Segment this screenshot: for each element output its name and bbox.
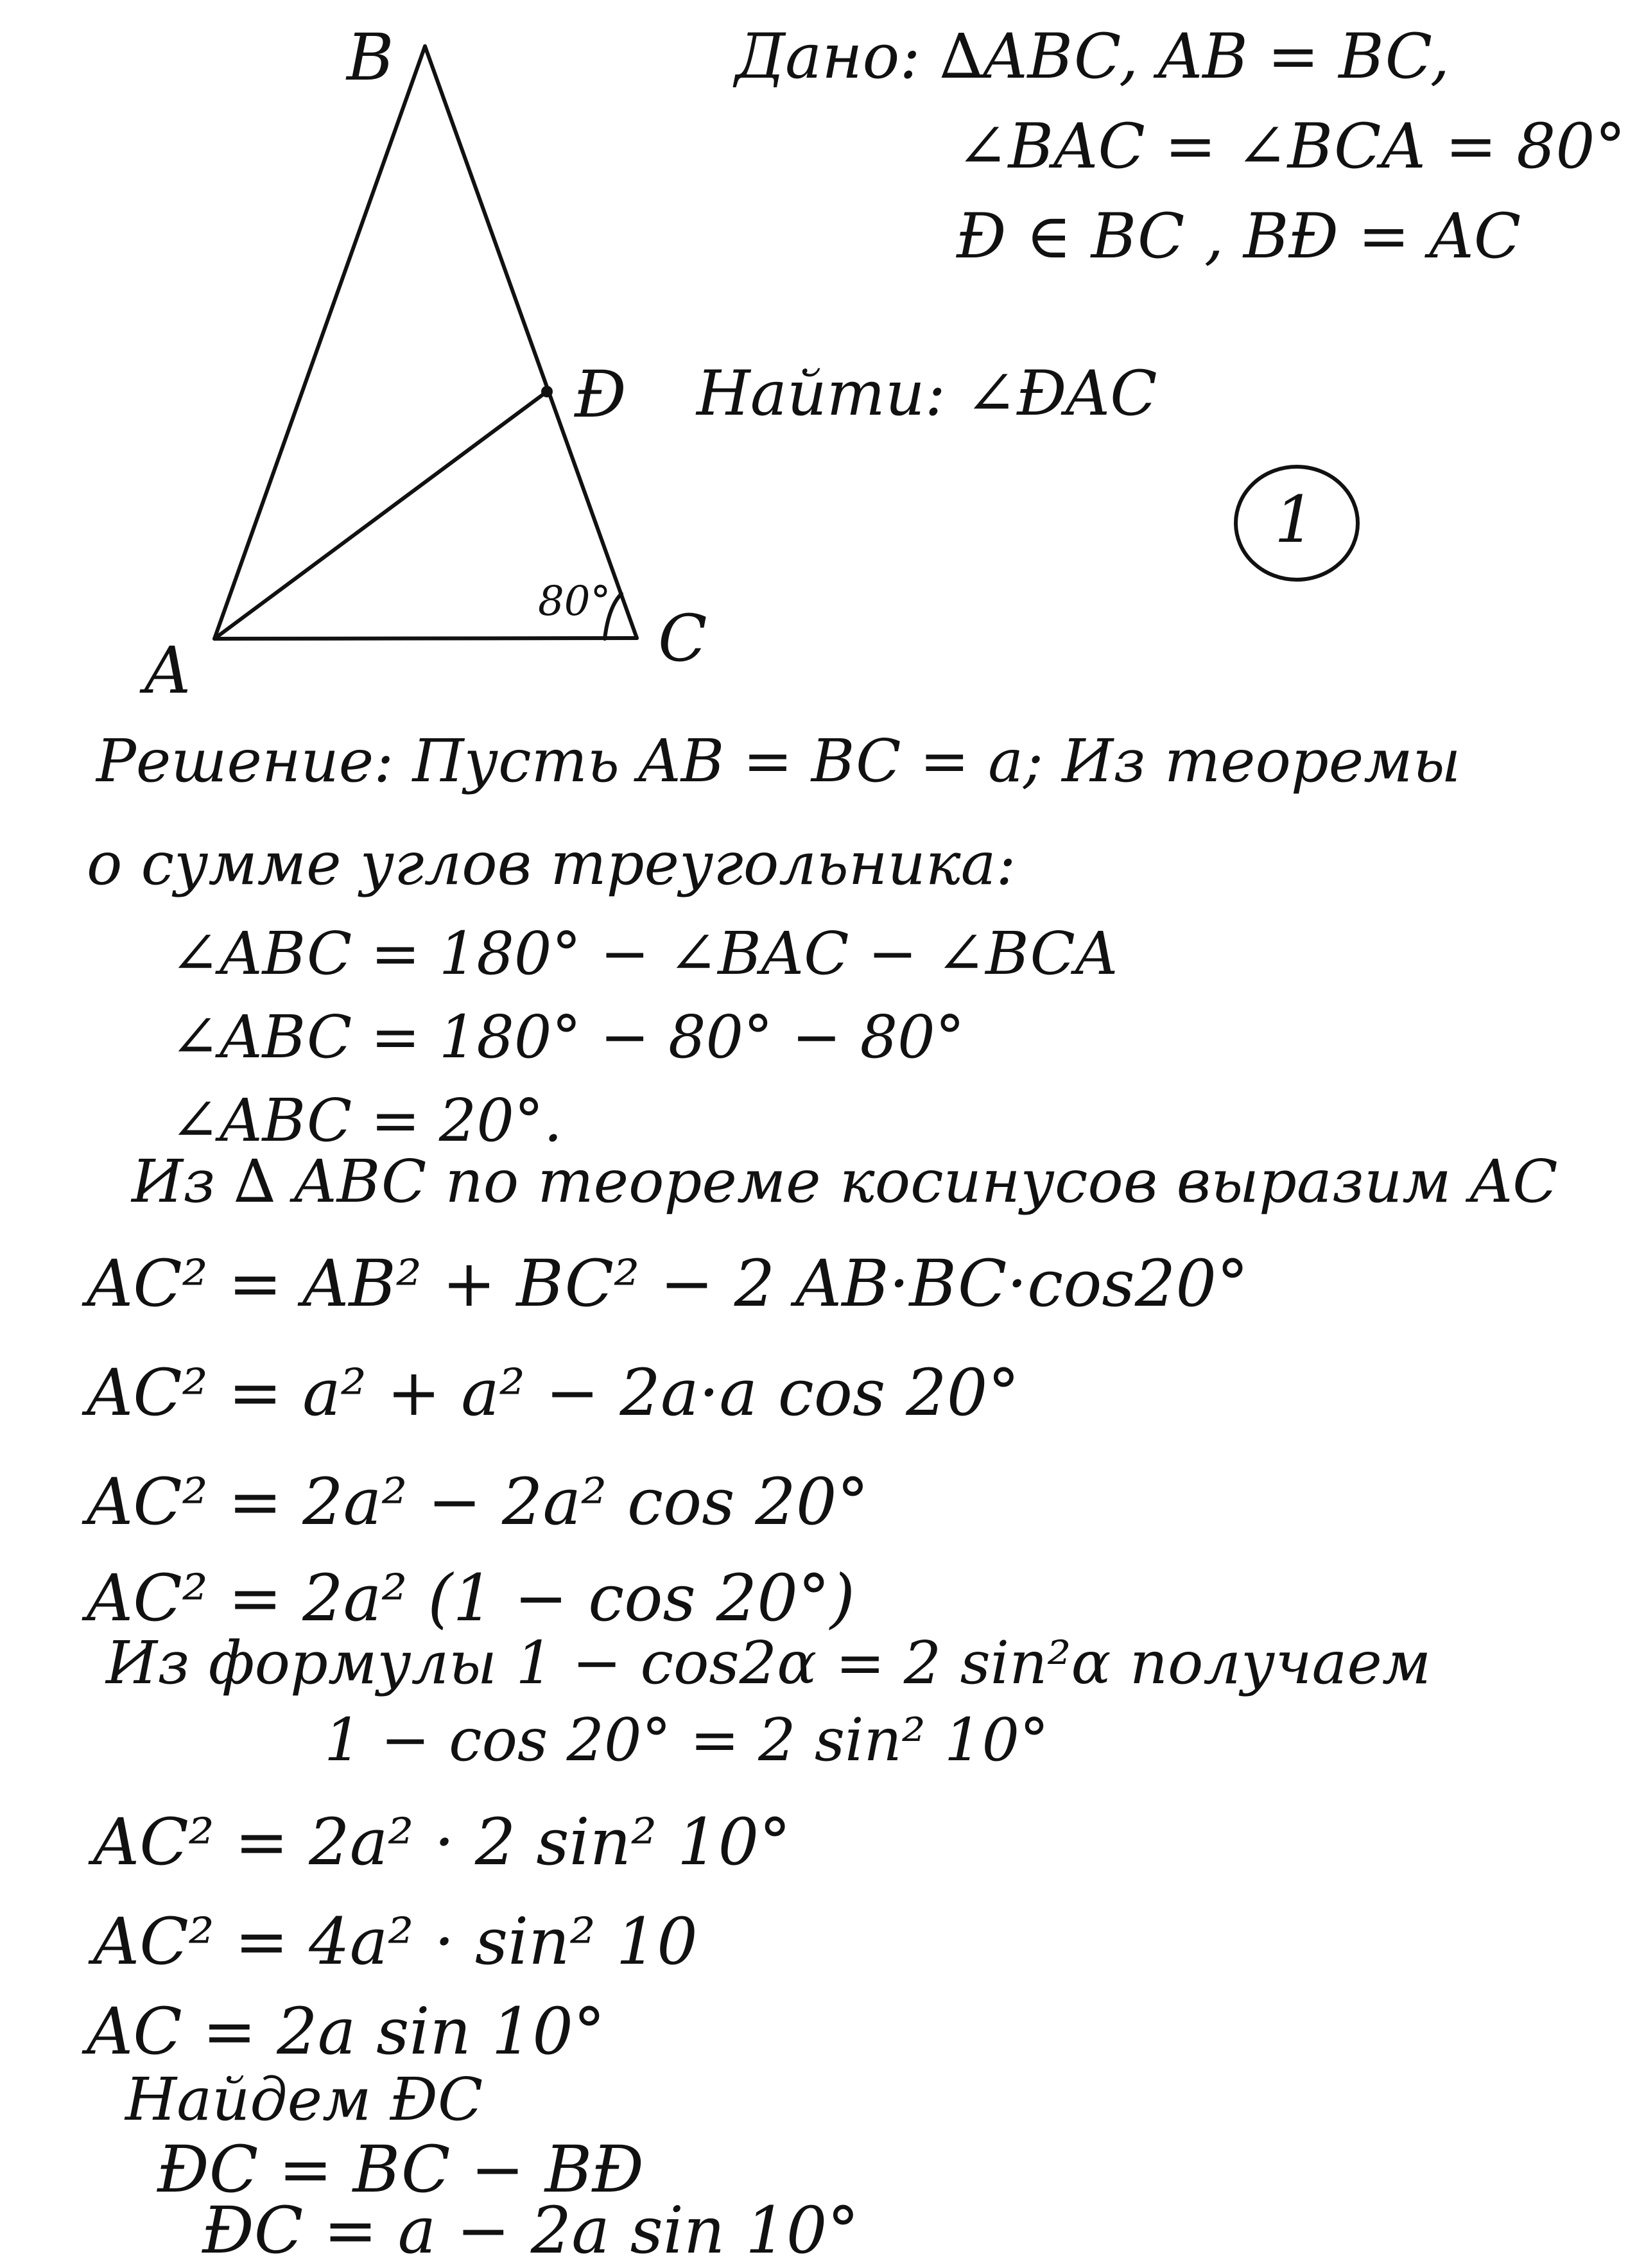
solution-line-15: AC = 2a sin 10° (87, 1994, 605, 2069)
solution-line-1: Решение: Пусть AB = BC = a; Из теоремы (96, 727, 1461, 795)
solution-line-7: AC² = AB² + BC² − 2 AB·BC·cos20° (87, 1246, 1249, 1321)
given-line-3: Ð ∈ BC , BÐ = AC (957, 200, 1521, 272)
solution-line-9: AC² = 2a² − 2a² cos 20° (87, 1464, 869, 1539)
solution-line-17: ÐC = BC − BÐ (157, 2132, 645, 2207)
angle-c-label: 80° (538, 578, 611, 625)
solution-line-16: Найдем ÐC (125, 2065, 483, 2134)
solution-line-11: Из формулы 1 − cos2α = 2 sin²α получаем (106, 1629, 1432, 1697)
solution-line-5: ∠ABC = 20°. (170, 1086, 563, 1155)
given-line-1: Дано: ∆ABC, AB = BC, (735, 21, 1450, 92)
side-ab (214, 46, 425, 639)
page-marker-number: 1 (1274, 482, 1315, 557)
solution-line-4: ∠ABC = 180° − 80° − 80° (170, 1003, 965, 1071)
solution-line-8: AC² = a² + a² − 2a·a cos 20° (87, 1355, 1020, 1430)
solution-line-14: AC² = 4a² · sin² 10 (93, 1904, 698, 1979)
solution-line-2: о сумме углов треугольника: (87, 829, 1016, 898)
vertex-label-b: B (347, 20, 394, 95)
solution-line-3: ∠ABC = 180° − ∠BAC − ∠BCA (170, 919, 1118, 988)
solution-line-18: ÐC = a − 2a sin 10° (202, 2193, 860, 2268)
solution-line-6: Из ∆ ABC по теореме косинусов выразим AC (132, 1147, 1558, 1216)
solution-line-10: AC² = 2a² (1 − cos 20°) (87, 1561, 855, 1636)
side-bc (425, 46, 637, 638)
find-statement: Найти: ∠ÐAC (697, 358, 1157, 429)
solution-line-13: AC² = 2a² · 2 sin² 10° (93, 1805, 792, 1880)
side-ac (214, 638, 637, 639)
vertex-label-c: C (658, 601, 707, 676)
point-d (541, 386, 553, 397)
given-line-2: ∠BAC = ∠BCA = 80° (957, 110, 1626, 182)
solution-line-12: 1 − cos 20° = 2 sin² 10° (324, 1706, 1049, 1774)
vertex-label-d: Ð (575, 357, 627, 432)
vertex-label-a: A (144, 633, 191, 708)
segment-ad (214, 392, 547, 639)
